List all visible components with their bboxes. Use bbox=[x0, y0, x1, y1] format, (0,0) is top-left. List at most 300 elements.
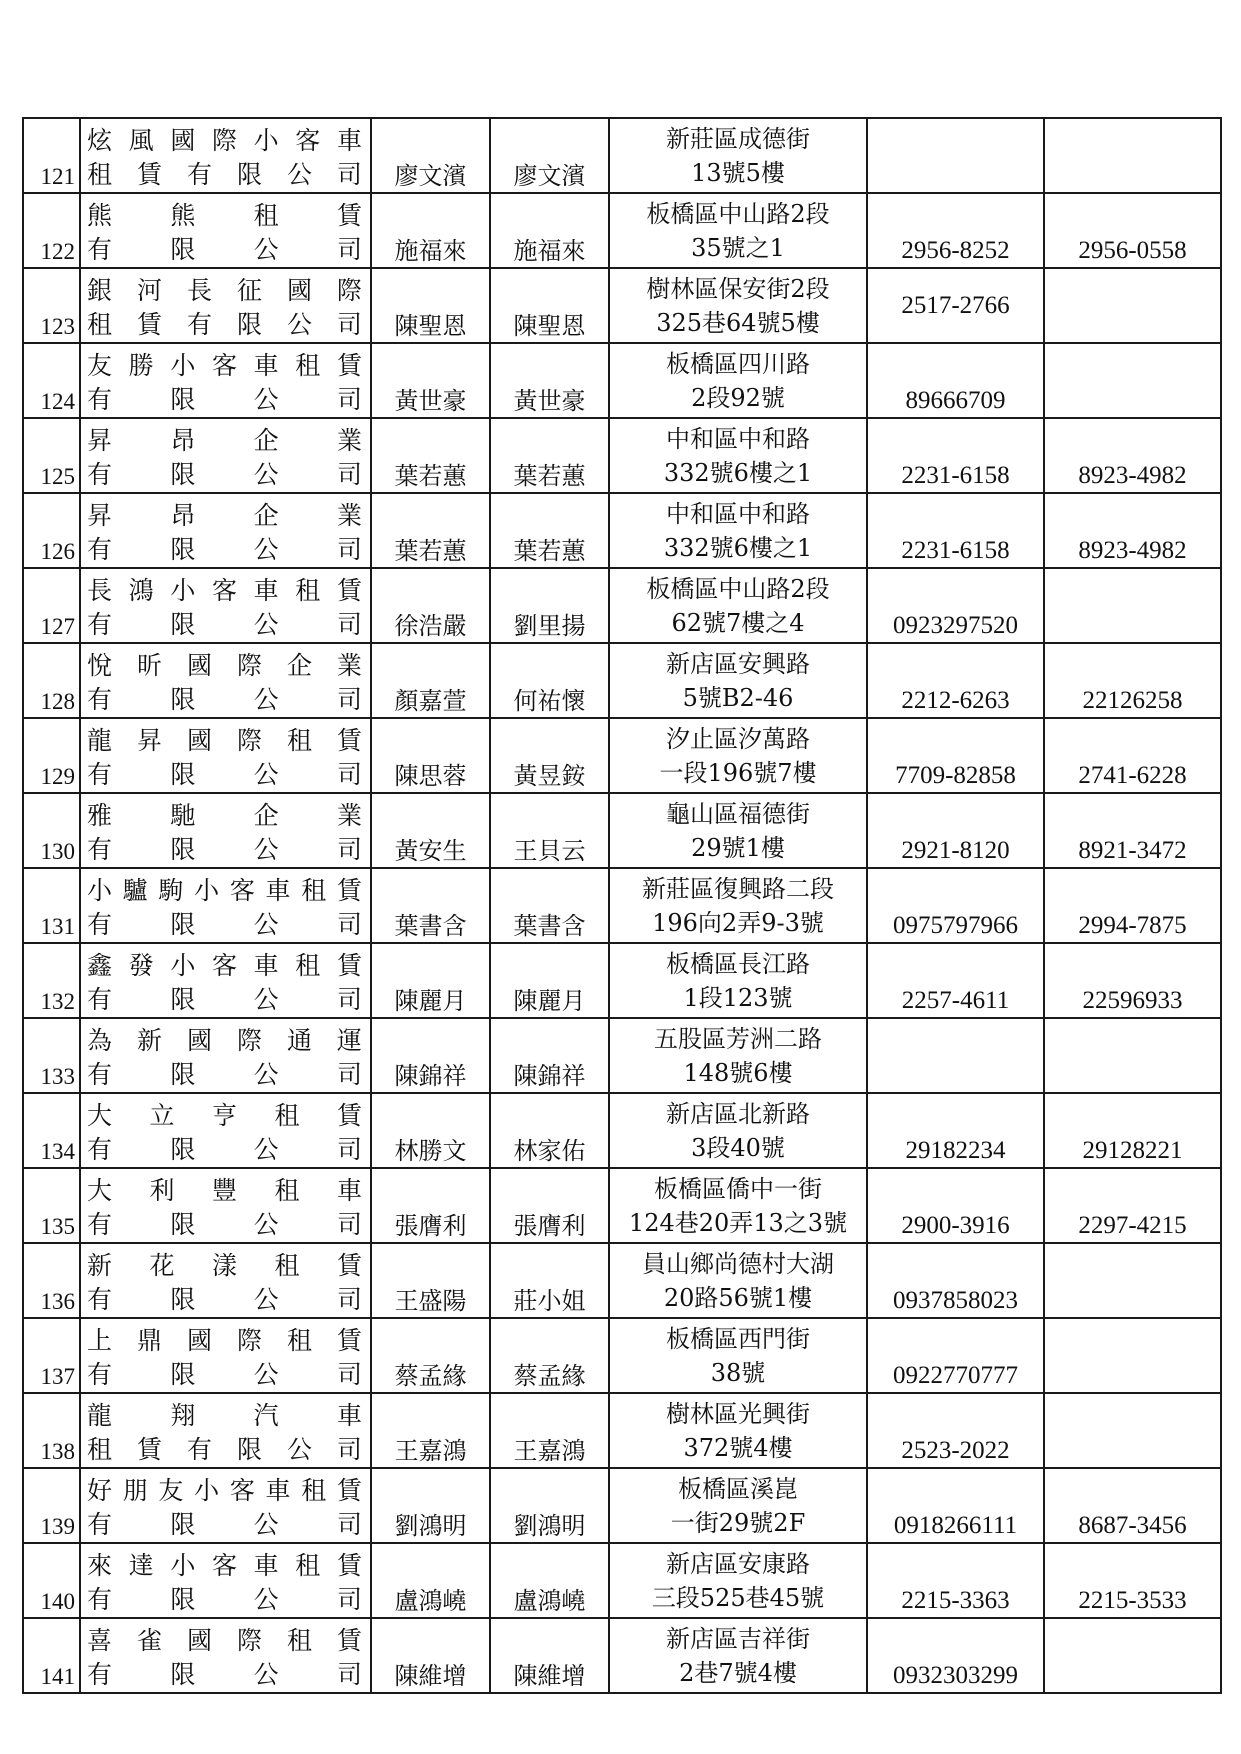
company-name-char: 租 bbox=[286, 1325, 312, 1355]
company-name-char: 司 bbox=[336, 1584, 362, 1614]
fax-number bbox=[1044, 568, 1221, 643]
company-name-char: 賃 bbox=[336, 1250, 362, 1280]
row-number: 139 bbox=[23, 1468, 80, 1543]
phone-number: 29182234 bbox=[867, 1093, 1044, 1168]
company-name-char: 公 bbox=[253, 609, 279, 639]
company-roster-table bbox=[22, 117, 1222, 1694]
fax-number bbox=[1044, 118, 1221, 193]
company-name-char: 公 bbox=[253, 1284, 279, 1314]
company-name-char: 司 bbox=[336, 309, 362, 339]
phone-number bbox=[867, 118, 1044, 193]
company-name-char: 賃 bbox=[336, 725, 362, 755]
phone-number: 0975797966 bbox=[867, 868, 1044, 943]
address-line-2: 三段525巷45號 bbox=[651, 1583, 825, 1612]
company-name-char: 花 bbox=[149, 1250, 175, 1280]
manager: 陳維增 bbox=[490, 1618, 609, 1693]
manager: 施福來 bbox=[490, 193, 609, 268]
company-name-char: 昇 bbox=[87, 500, 113, 530]
company-name-char: 有 bbox=[87, 234, 113, 264]
phone-number: 0923297520 bbox=[867, 568, 1044, 643]
company-name-char: 公 bbox=[253, 384, 279, 414]
company-name-char: 司 bbox=[336, 384, 362, 414]
company-name bbox=[80, 1093, 371, 1168]
company-name-char: 喜 bbox=[87, 1625, 113, 1655]
company-name-char: 有 bbox=[87, 1584, 113, 1614]
table-row bbox=[23, 1093, 1221, 1168]
company-name-char: 司 bbox=[336, 1209, 362, 1239]
fax-number bbox=[1044, 1618, 1221, 1693]
company-name-char: 國 bbox=[186, 1325, 212, 1355]
address-line-2: 一街29號2F bbox=[670, 1508, 806, 1537]
company-name-char: 限 bbox=[170, 534, 196, 564]
manager: 劉鴻明 bbox=[490, 1468, 609, 1543]
company-name-line-1 bbox=[81, 947, 370, 981]
row-number: 127 bbox=[23, 568, 80, 643]
company-name-char: 限 bbox=[170, 984, 196, 1014]
address bbox=[609, 643, 867, 718]
company-name-char: 有 bbox=[87, 759, 113, 789]
row-number: 126 bbox=[23, 493, 80, 568]
company-name-char: 車 bbox=[265, 1475, 291, 1505]
table-row bbox=[23, 1018, 1221, 1093]
company-name-line-2 bbox=[81, 531, 370, 565]
company-name-char: 長 bbox=[186, 275, 212, 305]
document-page bbox=[22, 117, 1220, 1694]
fax-number: 2215-3533 bbox=[1044, 1543, 1221, 1618]
company-name-line-1 bbox=[81, 347, 370, 381]
address bbox=[609, 568, 867, 643]
address-line-2: 332號6樓之1 bbox=[663, 533, 813, 562]
address-line-2: 38號 bbox=[710, 1358, 766, 1387]
company-name-char: 賃 bbox=[336, 1625, 362, 1655]
company-name-char: 有 bbox=[87, 1209, 113, 1239]
company-name-char: 司 bbox=[336, 609, 362, 639]
company-name-char: 租 bbox=[286, 725, 312, 755]
company-name-char: 司 bbox=[336, 684, 362, 714]
fax-number: 8687-3456 bbox=[1044, 1468, 1221, 1543]
company-name-char: 達 bbox=[128, 1550, 154, 1580]
company-name-line-2 bbox=[81, 1206, 370, 1240]
manager: 葉書含 bbox=[490, 868, 609, 943]
company-name-char: 昕 bbox=[136, 650, 162, 680]
table-row bbox=[23, 943, 1221, 1018]
company-name-char: 公 bbox=[253, 1359, 279, 1389]
address-line-1: 汐止區汐萬路 bbox=[666, 724, 810, 753]
manager: 葉若蕙 bbox=[490, 418, 609, 493]
company-name-char: 租 bbox=[301, 1475, 327, 1505]
table-row bbox=[23, 643, 1221, 718]
company-name-char: 司 bbox=[336, 1659, 362, 1689]
address-line-2: 20路56號1樓 bbox=[663, 1283, 813, 1312]
company-name-line-1 bbox=[81, 647, 370, 681]
address-line-2: 372號4樓 bbox=[683, 1433, 793, 1462]
company-name-char: 大 bbox=[87, 1175, 113, 1205]
company-name-char: 司 bbox=[336, 459, 362, 489]
address bbox=[609, 118, 867, 193]
address-line-1: 新莊區復興路二段 bbox=[642, 874, 834, 903]
company-name-line-1 bbox=[81, 272, 370, 306]
address-line-2: 325巷64號5樓 bbox=[656, 308, 820, 337]
company-name-char: 限 bbox=[170, 234, 196, 264]
address bbox=[609, 1093, 867, 1168]
address bbox=[609, 1393, 867, 1468]
company-name bbox=[80, 1393, 371, 1468]
company-name-char: 客 bbox=[229, 1475, 255, 1505]
address bbox=[609, 1543, 867, 1618]
representative: 陳聖恩 bbox=[371, 268, 490, 343]
table-row bbox=[23, 718, 1221, 793]
company-name-char: 有 bbox=[87, 609, 113, 639]
company-name bbox=[80, 643, 371, 718]
company-name-char: 國 bbox=[186, 1625, 212, 1655]
company-name-char: 有 bbox=[87, 1659, 113, 1689]
company-name-char: 車 bbox=[336, 1175, 362, 1205]
address-line-1: 五股區芳洲二路 bbox=[654, 1024, 822, 1053]
fax-number bbox=[1044, 1243, 1221, 1318]
company-name-char: 有 bbox=[87, 1059, 113, 1089]
company-name-char: 小 bbox=[170, 350, 196, 380]
fax-number bbox=[1044, 268, 1221, 343]
company-name-char: 司 bbox=[336, 1434, 362, 1464]
company-name-line-1 bbox=[81, 797, 370, 831]
company-name bbox=[80, 718, 371, 793]
table-row bbox=[23, 1393, 1221, 1468]
company-name-char: 公 bbox=[253, 534, 279, 564]
company-name-line-2 bbox=[81, 606, 370, 640]
fax-number: 8921-3472 bbox=[1044, 793, 1221, 868]
company-name-char: 賃 bbox=[336, 1100, 362, 1130]
phone-number: 0922770777 bbox=[867, 1318, 1044, 1393]
company-name-char: 司 bbox=[336, 1359, 362, 1389]
company-name-line-1 bbox=[81, 1172, 370, 1206]
company-name-char: 上 bbox=[87, 1325, 113, 1355]
address bbox=[609, 343, 867, 418]
address-line-1: 板橋區中山路2段 bbox=[646, 574, 830, 603]
row-number: 123 bbox=[23, 268, 80, 343]
company-name-char: 限 bbox=[170, 909, 196, 939]
company-name-char: 公 bbox=[253, 1134, 279, 1164]
address bbox=[609, 193, 867, 268]
company-name-char: 有 bbox=[87, 1509, 113, 1539]
address bbox=[609, 1468, 867, 1543]
company-name-line-1 bbox=[81, 1097, 370, 1131]
company-name-char: 客 bbox=[229, 875, 255, 905]
company-name bbox=[80, 793, 371, 868]
address bbox=[609, 868, 867, 943]
address-line-1: 板橋區僑中一街 bbox=[654, 1174, 822, 1203]
company-name-char: 公 bbox=[253, 834, 279, 864]
company-name-char: 租 bbox=[295, 1550, 321, 1580]
company-name bbox=[80, 268, 371, 343]
company-name-char: 賃 bbox=[336, 950, 362, 980]
address bbox=[609, 718, 867, 793]
company-name-char: 小 bbox=[253, 125, 279, 155]
company-name-char: 小 bbox=[194, 1475, 220, 1505]
phone-number: 2215-3363 bbox=[867, 1543, 1044, 1618]
manager: 黃昱銨 bbox=[490, 718, 609, 793]
address-line-1: 中和區中和路 bbox=[666, 499, 810, 528]
company-name-char: 風 bbox=[128, 125, 154, 155]
representative: 黃安生 bbox=[371, 793, 490, 868]
company-name-char: 運 bbox=[336, 1025, 362, 1055]
company-name-char: 小 bbox=[170, 575, 196, 605]
phone-number: 2231-6158 bbox=[867, 493, 1044, 568]
company-name-char: 限 bbox=[170, 834, 196, 864]
table-row bbox=[23, 343, 1221, 418]
company-name-char: 悅 bbox=[87, 650, 113, 680]
company-name-char: 賃 bbox=[336, 1550, 362, 1580]
company-name-char: 限 bbox=[170, 759, 196, 789]
manager: 黃世豪 bbox=[490, 343, 609, 418]
representative: 葉若蕙 bbox=[371, 418, 490, 493]
address-line-1: 樹林區保安街2段 bbox=[646, 274, 830, 303]
address-line-2: 332號6樓之1 bbox=[663, 458, 813, 487]
address-line-2: 3段40號 bbox=[691, 1133, 785, 1162]
phone-number: 2956-8252 bbox=[867, 193, 1044, 268]
table-row bbox=[23, 868, 1221, 943]
address bbox=[609, 1243, 867, 1318]
company-name-line-2 bbox=[81, 156, 370, 190]
representative: 林勝文 bbox=[371, 1093, 490, 1168]
company-name bbox=[80, 1468, 371, 1543]
manager: 廖文濱 bbox=[490, 118, 609, 193]
company-name-char: 馳 bbox=[170, 800, 196, 830]
table-row bbox=[23, 493, 1221, 568]
row-number: 132 bbox=[23, 943, 80, 1018]
company-name-char: 龍 bbox=[87, 725, 113, 755]
company-name-char: 車 bbox=[336, 1400, 362, 1430]
fax-number: 22126258 bbox=[1044, 643, 1221, 718]
company-name-char: 小 bbox=[170, 950, 196, 980]
company-name-char: 司 bbox=[336, 834, 362, 864]
company-name-char: 限 bbox=[170, 1584, 196, 1614]
company-name-char: 有 bbox=[87, 684, 113, 714]
company-name-char: 司 bbox=[336, 534, 362, 564]
company-name-char: 限 bbox=[170, 1659, 196, 1689]
company-name-char: 征 bbox=[236, 275, 262, 305]
company-name-line-2 bbox=[81, 1131, 370, 1165]
phone-number: 2921-8120 bbox=[867, 793, 1044, 868]
table-row bbox=[23, 1618, 1221, 1693]
company-name-line-2 bbox=[81, 1056, 370, 1090]
manager: 莊小姐 bbox=[490, 1243, 609, 1318]
company-name-char: 利 bbox=[149, 1175, 175, 1205]
address bbox=[609, 1618, 867, 1693]
fax-number bbox=[1044, 1018, 1221, 1093]
company-name-char: 租 bbox=[253, 200, 279, 230]
representative: 葉書含 bbox=[371, 868, 490, 943]
table-row bbox=[23, 1543, 1221, 1618]
company-name-char: 公 bbox=[253, 1509, 279, 1539]
manager: 蔡孟緣 bbox=[490, 1318, 609, 1393]
company-name-char: 限 bbox=[170, 1284, 196, 1314]
company-name-line-1 bbox=[81, 1247, 370, 1281]
address-line-1: 樹林區光興街 bbox=[666, 1399, 810, 1428]
phone-number: 89666709 bbox=[867, 343, 1044, 418]
address-line-1: 板橋區四川路 bbox=[666, 349, 810, 378]
phone-number: 2231-6158 bbox=[867, 418, 1044, 493]
manager: 何祐懷 bbox=[490, 643, 609, 718]
company-name-char: 友 bbox=[87, 350, 113, 380]
address-line-1: 板橋區長江路 bbox=[666, 949, 810, 978]
company-name-char: 炫 bbox=[87, 125, 113, 155]
company-name bbox=[80, 493, 371, 568]
company-name-char: 租 bbox=[87, 159, 113, 189]
row-number: 124 bbox=[23, 343, 80, 418]
table-row bbox=[23, 1468, 1221, 1543]
company-name-char: 勝 bbox=[128, 350, 154, 380]
representative: 蔡孟緣 bbox=[371, 1318, 490, 1393]
company-name-char: 客 bbox=[211, 950, 237, 980]
company-name-char: 司 bbox=[336, 1059, 362, 1089]
company-name-char: 鑫 bbox=[87, 950, 113, 980]
company-name-line-2 bbox=[81, 1356, 370, 1390]
company-name-char: 有 bbox=[87, 1359, 113, 1389]
representative: 張膺利 bbox=[371, 1168, 490, 1243]
company-name-char: 公 bbox=[253, 684, 279, 714]
company-name-line-1 bbox=[81, 572, 370, 606]
company-name-line-1 bbox=[81, 1622, 370, 1656]
representative: 施福來 bbox=[371, 193, 490, 268]
company-name-line-1 bbox=[81, 122, 370, 156]
company-name-line-1 bbox=[81, 1022, 370, 1056]
company-name-char: 司 bbox=[336, 759, 362, 789]
company-name bbox=[80, 1543, 371, 1618]
company-name-char: 司 bbox=[336, 1134, 362, 1164]
row-number: 128 bbox=[23, 643, 80, 718]
company-name-char: 公 bbox=[253, 1209, 279, 1239]
company-name-line-2 bbox=[81, 981, 370, 1015]
company-name-char: 租 bbox=[286, 1625, 312, 1655]
row-number: 138 bbox=[23, 1393, 80, 1468]
manager: 張膺利 bbox=[490, 1168, 609, 1243]
company-name-char: 公 bbox=[286, 159, 312, 189]
company-name-char: 賃 bbox=[136, 309, 162, 339]
representative: 王盛陽 bbox=[371, 1243, 490, 1318]
phone-number: 7709-82858 bbox=[867, 718, 1044, 793]
company-name-line-1 bbox=[81, 497, 370, 531]
company-name-char: 賃 bbox=[136, 1434, 162, 1464]
company-name-char: 銀 bbox=[87, 275, 113, 305]
phone-number: 0932303299 bbox=[867, 1618, 1044, 1693]
company-name-char: 限 bbox=[170, 1359, 196, 1389]
company-name-char: 有 bbox=[87, 984, 113, 1014]
representative: 黃世豪 bbox=[371, 343, 490, 418]
address-line-2: 5號B2-46 bbox=[682, 683, 794, 712]
company-name-char: 發 bbox=[128, 950, 154, 980]
company-name-char: 公 bbox=[286, 309, 312, 339]
table-row bbox=[23, 118, 1221, 193]
company-name-char: 司 bbox=[336, 984, 362, 1014]
phone-number: 0918266111 bbox=[867, 1468, 1044, 1543]
company-name-char: 際 bbox=[236, 1325, 262, 1355]
company-name-char: 車 bbox=[336, 125, 362, 155]
address-line-1: 新店區吉祥街 bbox=[666, 1624, 810, 1653]
address-line-2: 2段92號 bbox=[691, 383, 785, 412]
company-name-char: 租 bbox=[295, 575, 321, 605]
company-name-char: 翔 bbox=[170, 1400, 196, 1430]
company-name-char: 駒 bbox=[158, 875, 184, 905]
company-name-line-1 bbox=[81, 1322, 370, 1356]
company-name bbox=[80, 943, 371, 1018]
address-line-1: 新店區安興路 bbox=[666, 649, 810, 678]
representative: 盧鴻嶢 bbox=[371, 1543, 490, 1618]
company-name-char: 公 bbox=[253, 1659, 279, 1689]
company-name-char: 豐 bbox=[211, 1175, 237, 1205]
company-name-char: 租 bbox=[295, 950, 321, 980]
phone-number: 2523-2022 bbox=[867, 1393, 1044, 1468]
company-name-char: 業 bbox=[336, 500, 362, 530]
company-name-char: 小 bbox=[170, 1550, 196, 1580]
company-name-char: 熊 bbox=[170, 200, 196, 230]
company-name-char: 為 bbox=[87, 1025, 113, 1055]
company-name-line-1 bbox=[81, 1547, 370, 1581]
company-name-char: 租 bbox=[274, 1175, 300, 1205]
fax-number: 2297-4215 bbox=[1044, 1168, 1221, 1243]
company-name-char: 車 bbox=[253, 950, 279, 980]
company-name-char: 龍 bbox=[87, 1400, 113, 1430]
address-line-2: 62號7樓之4 bbox=[671, 608, 805, 637]
representative: 顏嘉萱 bbox=[371, 643, 490, 718]
company-name-char: 河 bbox=[136, 275, 162, 305]
address bbox=[609, 1018, 867, 1093]
company-name-line-2 bbox=[81, 231, 370, 265]
company-name-char: 限 bbox=[170, 459, 196, 489]
address-line-1: 新莊區成德街 bbox=[666, 124, 810, 153]
company-name-char: 立 bbox=[149, 1100, 175, 1130]
company-name-line-2 bbox=[81, 456, 370, 490]
company-name-char: 公 bbox=[253, 984, 279, 1014]
company-name-char: 車 bbox=[253, 350, 279, 380]
table-row bbox=[23, 1168, 1221, 1243]
phone-number: 2257-4611 bbox=[867, 943, 1044, 1018]
company-name-char: 昇 bbox=[87, 425, 113, 455]
representative: 劉鴻明 bbox=[371, 1468, 490, 1543]
company-name-char: 賃 bbox=[336, 1325, 362, 1355]
representative: 陳麗月 bbox=[371, 943, 490, 1018]
company-name-char: 限 bbox=[236, 159, 262, 189]
fax-number: 8923-4982 bbox=[1044, 418, 1221, 493]
company-name-line-1 bbox=[81, 1397, 370, 1431]
company-name-char: 司 bbox=[336, 909, 362, 939]
company-name-char: 企 bbox=[253, 500, 279, 530]
phone-number: 2517-2766 bbox=[867, 268, 1044, 343]
company-name-char: 有 bbox=[186, 1434, 212, 1464]
company-name-char: 賃 bbox=[336, 200, 362, 230]
company-name-char: 際 bbox=[236, 1625, 262, 1655]
company-name-char: 租 bbox=[274, 1100, 300, 1130]
company-name-char: 小 bbox=[87, 875, 113, 905]
representative: 徐浩嚴 bbox=[371, 568, 490, 643]
company-name-line-1 bbox=[81, 872, 370, 906]
table-row bbox=[23, 568, 1221, 643]
phone-number: 2900-3916 bbox=[867, 1168, 1044, 1243]
phone-number: 2212-6263 bbox=[867, 643, 1044, 718]
company-name-line-2 bbox=[81, 831, 370, 865]
table-row bbox=[23, 193, 1221, 268]
fax-number bbox=[1044, 1318, 1221, 1393]
company-name-char: 司 bbox=[336, 159, 362, 189]
company-name-char: 司 bbox=[336, 1284, 362, 1314]
fax-number bbox=[1044, 343, 1221, 418]
address bbox=[609, 1168, 867, 1243]
company-name-char: 有 bbox=[87, 909, 113, 939]
company-name-line-1 bbox=[81, 1472, 370, 1506]
company-name-char: 業 bbox=[336, 650, 362, 680]
company-name bbox=[80, 1318, 371, 1393]
fax-number: 2994-7875 bbox=[1044, 868, 1221, 943]
company-name-char: 有 bbox=[87, 1284, 113, 1314]
